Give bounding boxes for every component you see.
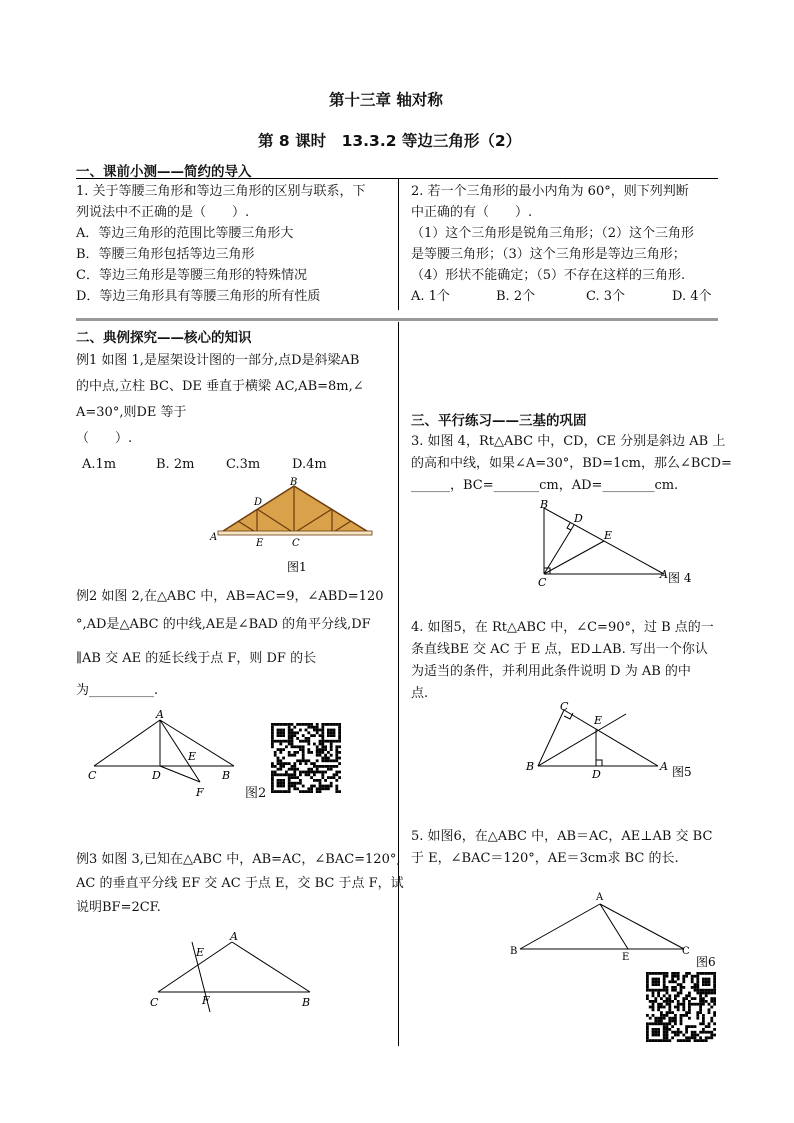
section3-title: 三、平行练习——三基的巩固 — [411, 413, 587, 429]
fig5-label-c: C — [560, 700, 569, 713]
qr-pattern — [271, 723, 341, 793]
fig3-label-c: C — [150, 996, 159, 1009]
ex2-line: ∥AB 交 AE 的延长线于点 F，则 DF 的长 — [76, 651, 317, 666]
fig5-caption: 图5 — [672, 765, 692, 779]
fig4-label-d: D — [574, 512, 583, 525]
fig2-label-e: E — [188, 750, 197, 763]
ex1-option-c: C.3m — [226, 457, 261, 472]
fig2-label-c: C — [88, 769, 97, 782]
fig6-label-b: B — [510, 946, 518, 957]
q5-line: 于 E，∠BAC＝120°，AE＝3cm求 BC 的长. — [411, 851, 679, 866]
q3-line: ______，BC=_______cm，AD=________cm. — [411, 478, 679, 493]
fig6-label-a: A — [596, 892, 604, 903]
fig2-label-a: A — [156, 708, 164, 721]
ex1-line: （ ）. — [76, 431, 133, 446]
q2-line: 中正确的有（ ）. — [411, 205, 533, 220]
lesson-title: 第 8 课时 13.3.2 等边三角形（2） — [258, 132, 522, 150]
fig1-label-a: A — [210, 532, 218, 543]
section1-title: 一、课前小测——简约的导入 — [76, 164, 252, 180]
fig4-caption: 图 4 — [668, 571, 692, 585]
ex2-line: 为__________. — [76, 683, 159, 698]
ex2-line: °,AD是△ABC 的中线,AE是∠BAD 的角平分线,DF — [76, 617, 371, 632]
fig5-label-e: E — [594, 714, 603, 727]
fig3-label-a: A — [230, 930, 238, 943]
q2-line: 2. 若一个三角形的最小内角为 60°，则下列判断 — [411, 184, 689, 199]
figure-6 — [506, 888, 720, 968]
fig2-label-d: D — [152, 769, 161, 782]
ex2-line: 例2 如图 2,在△ABC 中，AB=AC=9，∠ABD=120 — [76, 589, 384, 604]
q5-line: 5. 如图6，在△ABC 中，AB＝AC，AE⊥AB 交 BC — [411, 829, 713, 844]
fig6-caption: 图6 — [696, 955, 716, 968]
fig6-label-e: E — [622, 952, 630, 963]
fig1-caption: 图1 — [287, 560, 307, 574]
q3-line: 3. 如图 4，Rt△ABC 中，CD，CE 分别是斜边 AB 上 — [411, 434, 726, 449]
qr-code-2 — [646, 972, 716, 1046]
fig5-label-a: A — [660, 760, 668, 773]
ex1-option-a: A.1m — [82, 457, 117, 472]
fig2-caption: 图2 — [245, 786, 267, 801]
qr-code-1 — [271, 723, 341, 797]
fig3-label-b: B — [302, 996, 311, 1009]
ex3-line: 说明BF=2CF. — [76, 900, 161, 915]
figure-5 — [522, 700, 702, 784]
fig6-label-c: C — [682, 946, 690, 957]
main-divider — [398, 322, 399, 1046]
ex3-line: 例3 如图 3,已知在△ABC 中，AB=AC，∠BAC=120°, — [76, 852, 401, 867]
qr-pattern — [646, 972, 716, 1042]
fig5-label-d: D — [592, 768, 601, 781]
fig4-label-b: B — [540, 498, 549, 511]
chapter-title: 第十三章 轴对称 — [329, 91, 443, 109]
fig4-label-e: E — [604, 529, 613, 542]
fig1-label-b: B — [290, 477, 298, 488]
q2-line: 是等腰三角形；（3）这个三角形是等边三角形； — [411, 247, 686, 262]
q4-line: 为适当的条件，并利用此条件说明 D 为 AB 的中 — [411, 664, 691, 679]
section2-title: 二、典例探究——核心的知识 — [76, 330, 252, 346]
section1-divider — [398, 178, 399, 310]
q4-line: 点. — [411, 686, 429, 701]
q3-line: 的高和中线，如果∠A=30°，BD=1cm，那么∠BCD= — [411, 456, 732, 471]
fig2-label-b: B — [222, 769, 231, 782]
figure-3 — [146, 924, 326, 1012]
ex1-option-b: B. 2m — [156, 457, 195, 472]
fig2-label-f: F — [196, 786, 204, 799]
ex1-line: A=30°,则DE 等于 — [76, 405, 187, 420]
q2-option-a: A. 1个 — [411, 289, 450, 304]
ex3-line: AC 的垂直平分线 EF 交 AC 于点 E，交 BC 于点 F，试 — [76, 876, 404, 891]
q1-option-d: D．等边三角形具有等腰三角形的所有性质 — [76, 289, 321, 304]
q1-option-c: C．等边三角形是等腰三角形的特殊情况 — [76, 268, 307, 283]
q2-line: （4）形状不能确定；（5）不存在这样的三角形. — [411, 268, 686, 283]
fig1-label-e: E — [256, 538, 264, 549]
ex1-line: 的中点,立柱 BC、DE 垂直于横梁 AC,AB=8m,∠ — [76, 379, 364, 394]
figure-2 — [84, 708, 244, 800]
ex1-line: 例1 如图 1,是屋架设计图的一部分,点D是斜梁AB — [76, 353, 360, 368]
q1-option-a: A．等边三角形的范围比等腰三角形大 — [76, 226, 294, 241]
section1-top-border — [76, 178, 718, 179]
fig3-label-f: F — [202, 994, 210, 1007]
figure-1-truss — [208, 474, 378, 574]
fig3-label-e: E — [196, 946, 205, 959]
q4-line: 条直线BE 交 AC 于 E 点，ED⊥AB. 写出一个你认 — [411, 642, 708, 657]
q2-option-b: B. 2个 — [496, 289, 536, 304]
fig5-label-b: B — [526, 760, 535, 773]
fig1-label-c: C — [292, 538, 300, 549]
ex1-option-d: D.4m — [292, 457, 327, 472]
fig4-label-a: A — [660, 568, 668, 581]
q1-line: 列说法中不正确的是（ ）. — [76, 205, 250, 220]
fig1-label-d: D — [254, 497, 263, 508]
section-separator — [76, 318, 718, 321]
q4-line: 4. 如图5，在 Rt△ABC 中，∠C=90°，过 B 点的一 — [411, 620, 714, 635]
q1-line: 1. 关于等腰三角形和等边三角形的区别与联系，下 — [76, 184, 366, 199]
fig4-label-c: C — [538, 576, 547, 589]
q2-option-d: D. 4个 — [672, 289, 712, 304]
figure-4 — [530, 496, 710, 592]
q2-line: （1）这个三角形是锐角三角形；（2）这个三角形 — [411, 226, 695, 241]
q2-option-c: C. 3个 — [586, 289, 626, 304]
q1-option-b: B．等腰三角形包括等边三角形 — [76, 247, 255, 262]
